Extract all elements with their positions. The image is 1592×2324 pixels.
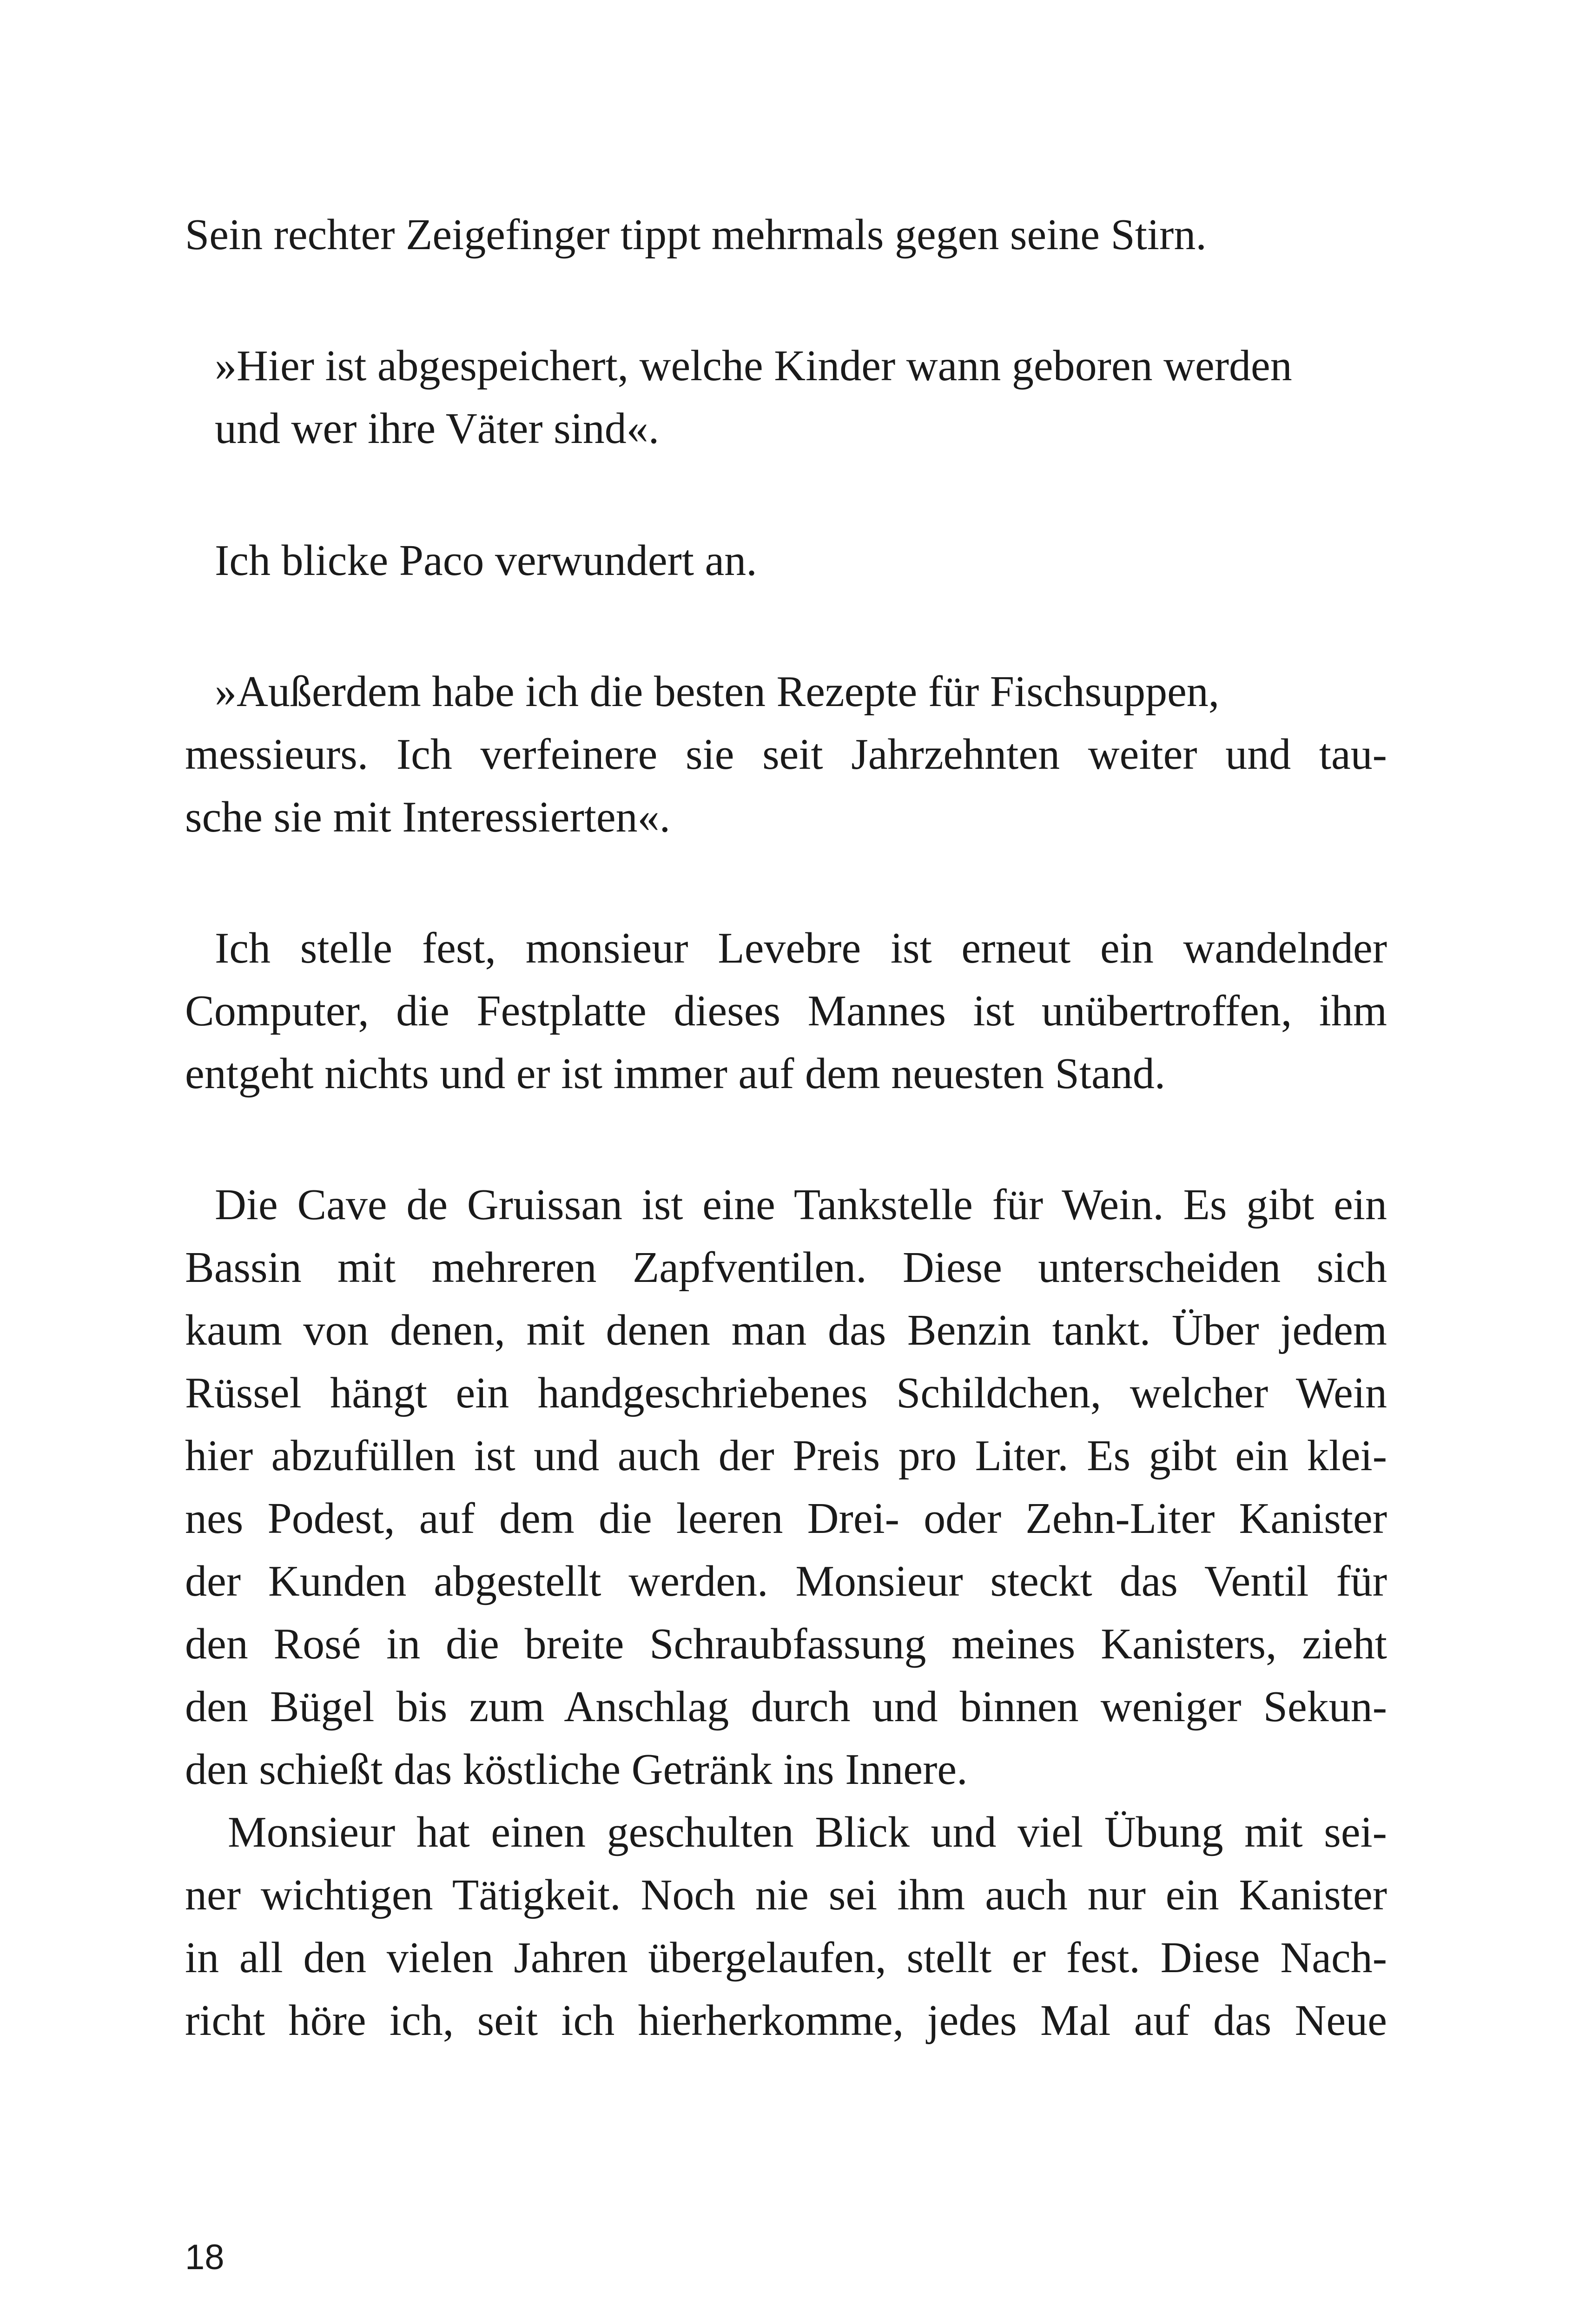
text-line: hier abzufüllen ist und auch der Preis pro Liter. Es gibt ein klei-	[185, 1432, 1387, 1480]
text-line: den Rosé in die breite Schraubfassung meines Kanisters, zieht	[185, 1620, 1387, 1668]
text-line: Rüssel hängt ein handgeschriebenes Schildchen, welcher Wein	[185, 1369, 1387, 1417]
paragraph-2	[185, 335, 1387, 460]
text-line: nes Podest, auf dem die leeren Drei- oder Zehn-Liter Kanister	[185, 1494, 1387, 1543]
text-line: entgeht nichts und er ist immer auf dem neuesten Stand.	[185, 1050, 1166, 1098]
text-line: Monsieur hat einen geschulten Blick und viel Übung mit sei-	[228, 1808, 1387, 1856]
text-line: »Hier ist abgespeichert, welche Kinder wann geboren werden	[215, 342, 1292, 390]
text-line: in all den vielen Jahren übergelaufen, stellt er fest. Diese Nach-	[185, 1934, 1387, 1982]
paragraph-6	[185, 1174, 1387, 1801]
page-number: 18	[185, 2238, 225, 2277]
text-line: Die Cave de Gruissan ist eine Tankstelle für Wein. Es gibt ein	[215, 1181, 1387, 1229]
text-line: Computer, die Festplatte dieses Mannes ist unübertroffen, ihm	[185, 987, 1387, 1035]
text-line: und wer ihre Väter sind«.	[215, 404, 660, 453]
paragraph-1	[185, 204, 1387, 266]
text-line: Bassin mit mehreren Zapfventilen. Diese unterscheiden sich	[185, 1243, 1387, 1292]
text-line: kaum von denen, mit denen man das Benzin tankt. Über jedem	[185, 1306, 1387, 1354]
text-line: Sein rechter Zeigefinger tippt mehrmals gegen seine Stirn.	[185, 211, 1207, 259]
text-line: »Außerdem habe ich die besten Rezepte für Fischsuppen,	[215, 667, 1220, 716]
text-line: richt höre ich, seit ich hierherkomme, jedes Mal auf das Neue	[185, 1996, 1387, 2045]
paragraph-5	[185, 917, 1387, 1105]
paragraph-4	[185, 660, 1387, 849]
text-line: sche sie mit Interessierten«.	[185, 793, 671, 841]
paragraph-7	[185, 1801, 1387, 2052]
text-line: Ich blicke Paco verwundert an.	[215, 536, 757, 585]
text-line: den Bügel bis zum Anschlag durch und binnen weniger Sekun-	[185, 1683, 1387, 1731]
text-line: ner wichtigen Tätigkeit. Noch nie sei ihm auch nur ein Kanister	[185, 1871, 1387, 1919]
text-line: Ich stelle fest, monsieur Levebre ist erneut ein wandelnder	[215, 924, 1387, 972]
text-line: der Kunden abgestellt werden. Monsieur steckt das Ventil für	[185, 1557, 1387, 1605]
text-line: messieurs. Ich verfeinere sie seit Jahrzehnten weiter und tau-	[185, 730, 1387, 779]
paragraph-3	[185, 529, 1387, 592]
text-line: den schießt das köstliche Getränk ins Innere.	[185, 1745, 968, 1794]
